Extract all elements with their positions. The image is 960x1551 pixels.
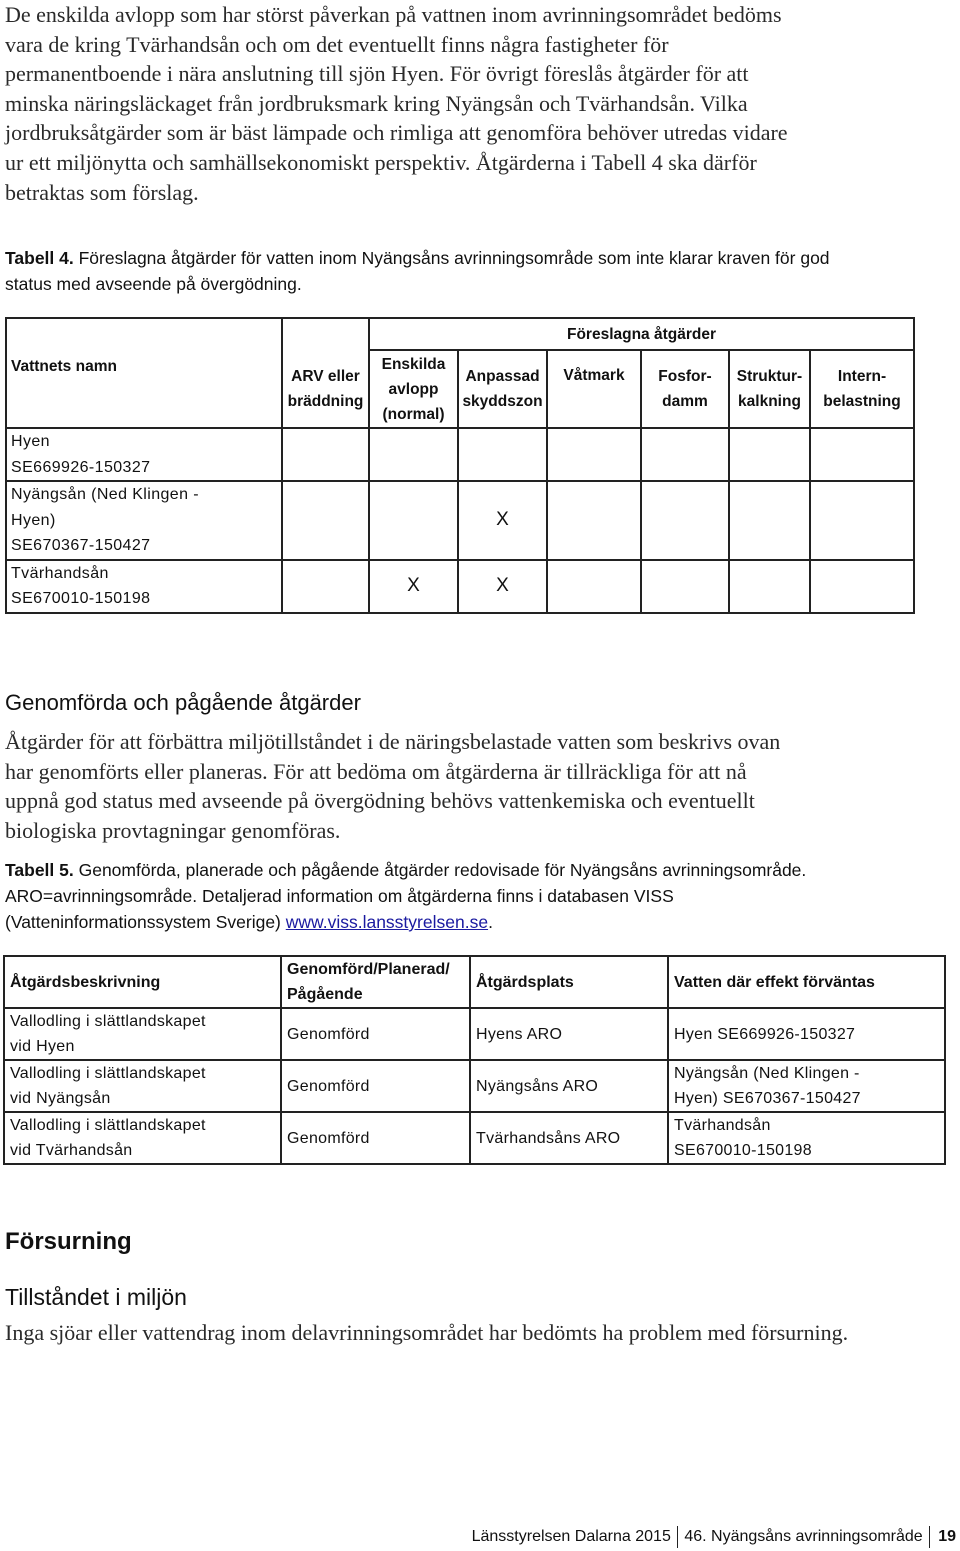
status-cell: Genomförd bbox=[281, 1008, 470, 1060]
desc-cell: Vallodling i slättlandskapet vid Hyen bbox=[4, 1008, 281, 1060]
intro-line: jordbruksåtgärder som är bäst lämpade och rimliga att genomföra behöver utredas vidare bbox=[5, 120, 788, 146]
col-header-arv: ARV eller bräddning bbox=[282, 350, 369, 428]
table4 bbox=[5, 317, 915, 614]
place-cell: Hyens ARO bbox=[470, 1008, 668, 1060]
table4-caption-label: Tabell 4. bbox=[5, 248, 74, 268]
footer-org: Länsstyrelsen Dalarna 2015 bbox=[471, 1528, 671, 1545]
col-header-fosfordamm: Fosfor- damm bbox=[641, 350, 729, 428]
table-row bbox=[4, 1008, 945, 1060]
viss-link[interactable]: www.viss.lansstyrelsen.se bbox=[285, 912, 489, 932]
effect-cell: Hyen SE669926-150327 bbox=[668, 1008, 945, 1060]
col-header-anpassad-skyddszon: Anpassad skyddszon bbox=[458, 350, 547, 428]
effect-cell: Tvärhandsån SE670010-150198 bbox=[668, 1112, 945, 1164]
section-heading-forsurning: Försurning bbox=[5, 1228, 132, 1255]
group-header: Föreslagna åtgärder bbox=[369, 318, 914, 350]
table4-caption-text: Föreslagna åtgärder för vatten inom Nyängsåns avrinningsområde som inte klarar kraven för god bbox=[73, 248, 830, 268]
col-header-enskilda-avlopp: Enskilda avlopp (normal) bbox=[369, 350, 458, 428]
table-row bbox=[6, 428, 914, 481]
footer-chapter: 46. Nyängsåns avrinningsområde bbox=[684, 1528, 923, 1545]
table4-caption-text: status med avseende på övergödning. bbox=[5, 274, 302, 294]
table-row bbox=[4, 1060, 945, 1112]
section-heading-genomforda: Genomförda och pågående åtgärder bbox=[5, 690, 361, 715]
water-name-cell: Hyen SE669926-150327 bbox=[6, 428, 282, 481]
place-cell: Nyängsåns ARO bbox=[470, 1060, 668, 1112]
desc-cell: Vallodling i slättlandskapet vid Nyängsån bbox=[4, 1060, 281, 1112]
table5-caption-label: Tabell 5. bbox=[5, 860, 74, 880]
vattnets-namn-header: Vattnets namn bbox=[6, 318, 282, 428]
col-header-atgardsbeskrivning: Åtgärdsbeskrivning bbox=[4, 956, 281, 1008]
table5 bbox=[3, 955, 946, 1165]
water-name-cell: Nyängsån (Ned Klingen - Hyen) SE670367-150427 bbox=[6, 481, 282, 560]
table-row bbox=[4, 1112, 945, 1164]
place-cell: Tvärhandsåns ARO bbox=[470, 1112, 668, 1164]
desc-cell: Vallodling i slättlandskapet vid Tvärhandsån bbox=[4, 1112, 281, 1164]
col-header-strukturkalkning: Struktur- kalkning bbox=[729, 350, 810, 428]
section1-paragraph: Åtgärder för att förbättra miljötillståndet i de näringsbelastade vatten som beskrivs ovan har genomförts eller planeras. För att bedöma om åtgärderna är tillräckliga för att nå uppnå god status med avseende på övergödning behövs vattenkemiska och eventuellt biologiska provtagningar genomföras. bbox=[5, 729, 781, 843]
section2-paragraph: Inga sjöar eller vattendrag inom delavrinningsområdet har bedömts ha problem med försurning. bbox=[5, 1320, 849, 1345]
intro-paragraph bbox=[5, 0, 955, 207]
intro-line: vara de kring Tvärhandsån och om det eventuellt finns några fastigheter för bbox=[5, 31, 669, 57]
page-number: 19 bbox=[938, 1528, 956, 1545]
col-header-atgardsplats: Åtgärdsplats bbox=[470, 956, 668, 1008]
intro-line: minska näringsläckaget från jordbruksmark kring Nyängsån och Tvärhandsån. Vilka bbox=[5, 90, 748, 116]
intro-line: betraktas som förslag. bbox=[5, 179, 199, 205]
intro-line: De enskilda avlopp som har störst påverkan på vattnen inom avrinningsområdet bedöms bbox=[5, 2, 782, 27]
col-header-status: Genomförd/Planerad/ Pågående bbox=[281, 956, 470, 1008]
intro-line: ur ett miljönytta och samhällsekonomiskt perspektiv. Åtgärderna i Tabell 4 ska därför bbox=[5, 149, 757, 175]
table-row: Tvärhandsån SE670010-150198 X X bbox=[6, 560, 914, 613]
col-header-vatmark: Våtmark bbox=[547, 350, 641, 428]
subheading-tillstandet: Tillståndet i miljön bbox=[5, 1284, 187, 1310]
table4-caption bbox=[5, 245, 955, 297]
table-row: Nyängsån (Ned Klingen - Hyen) SE670367-150427 X bbox=[6, 481, 914, 560]
page-footer bbox=[472, 1525, 960, 1549]
effect-cell: Nyängsån (Ned Klingen - Hyen) SE670367-150427 bbox=[668, 1060, 945, 1112]
col-header-effekt: Vatten där effekt förväntas bbox=[668, 956, 945, 1008]
water-name-cell: Tvärhandsån SE670010-150198 bbox=[6, 560, 282, 613]
table5-caption: Tabell 5. Genomförda, planerade och pågående åtgärder redovisade för Nyängsåns avrinningsområde. ARO=avrinningsområde. Detaljerad information om åtgärderna finns i databasen VISS (Vatteninformationssystem Sverige) www.viss.lansstyrelsen.se. bbox=[5, 860, 807, 932]
status-cell: Genomförd bbox=[281, 1060, 470, 1112]
intro-line: permanentboende i nära anslutning till sjön Hyen. För övrigt föreslås åtgärder för att bbox=[5, 61, 749, 87]
status-cell: Genomförd bbox=[281, 1112, 470, 1164]
col-header-internbelastning: Intern- belastning bbox=[810, 350, 914, 428]
